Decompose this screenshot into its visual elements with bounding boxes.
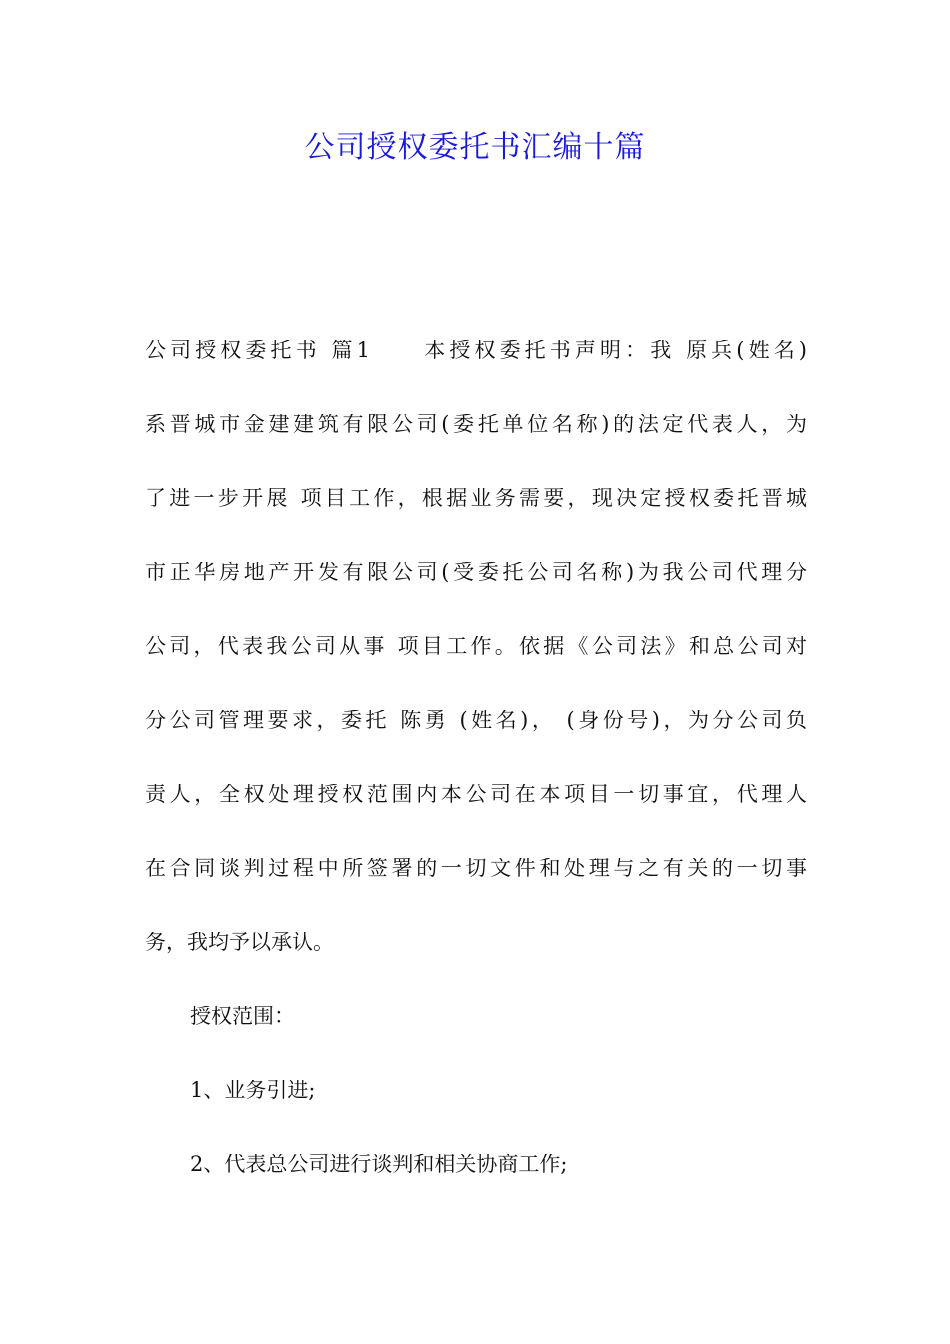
body-line: 公司，代表我公司从事 项目工作。依据《公司法》和总公司对	[145, 636, 807, 658]
body-line: 务，我均予以承认。	[145, 932, 334, 954]
body-line: 分公司管理要求，委托 陈勇 (姓名)， (身份号)，为分公司负	[145, 710, 807, 732]
document-title: 公司授权委托书汇编十篇	[304, 130, 646, 165]
document-body	[145, 340, 807, 1228]
body-line: 公司授权委托书 篇1 本授权委托书声明：我 原兵(姓名)	[145, 340, 807, 362]
body-line: 在合同谈判过程中所签署的一切文件和处理与之有关的一切事	[145, 858, 807, 880]
body-line: 了进一步开展 项目工作，根据业务需要，现决定授权委托晋城	[145, 488, 807, 510]
scope-heading: 授权范围：	[190, 1006, 295, 1028]
list-item: 1、业务引进;	[190, 1080, 316, 1102]
body-line: 责人，全权处理授权范围内本公司在本项目一切事宜，代理人	[145, 784, 807, 806]
list-item: 2、代表总公司进行谈判和相关协商工作;	[190, 1154, 568, 1176]
body-line: 市正华房地产开发有限公司(受委托公司名称)为我公司代理分	[145, 562, 807, 584]
body-line: 系晋城市金建建筑有限公司(委托单位名称)的法定代表人，为	[145, 414, 807, 436]
